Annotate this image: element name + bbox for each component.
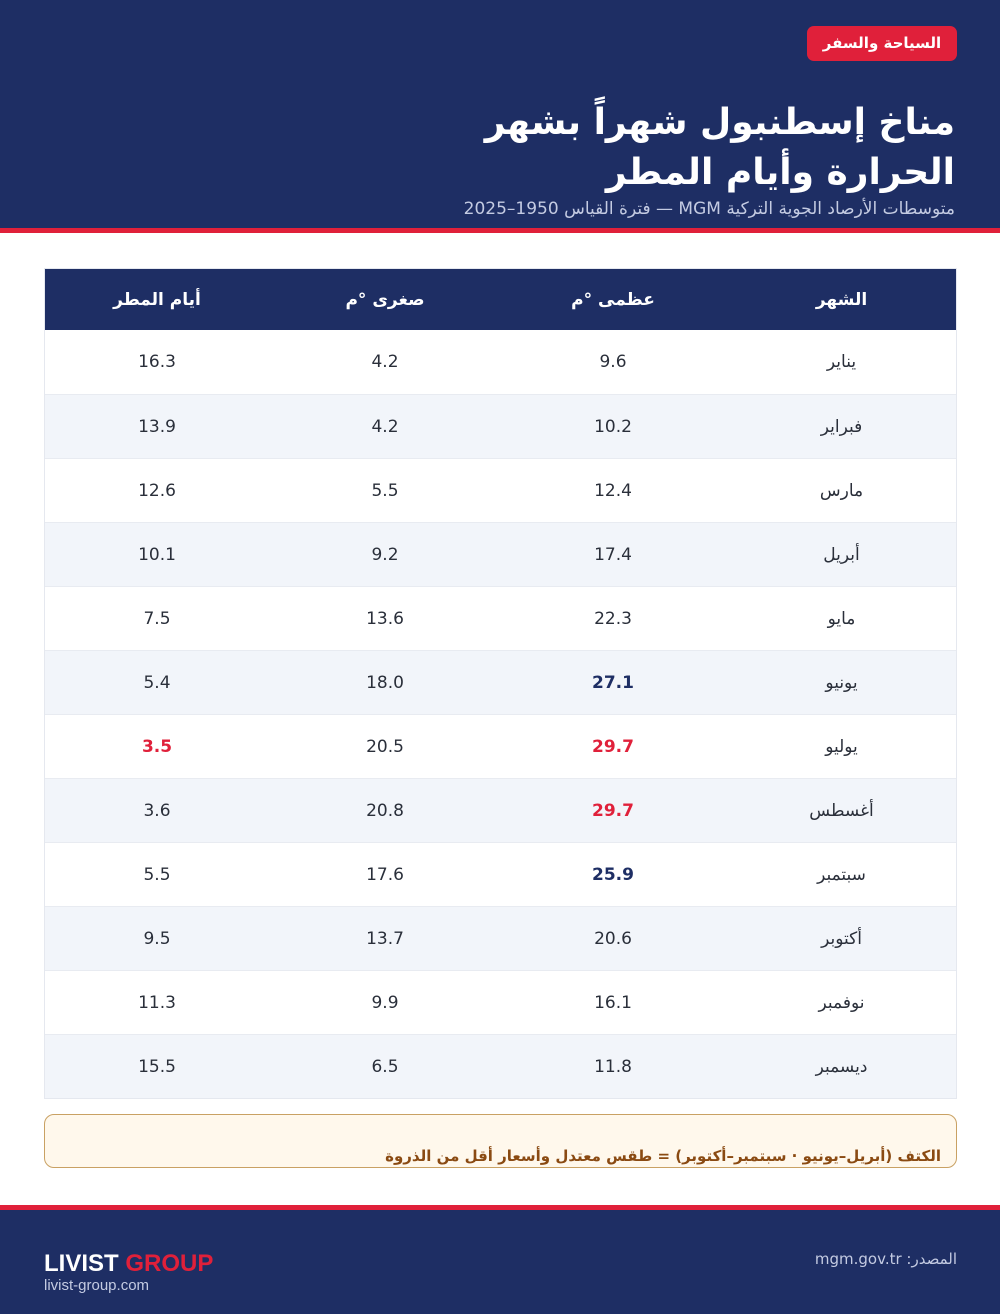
table-row (45, 330, 956, 394)
table-row (45, 778, 956, 842)
cell-min: 4.2 (371, 352, 399, 372)
cell-min: 20.5 (366, 736, 404, 757)
cell-rain: 9.5 (143, 928, 171, 949)
source-credit[interactable]: المصدر: mgm.gov.tr (814, 1250, 957, 1268)
table-row (45, 842, 956, 906)
cell-month: سبتمبر (817, 864, 866, 885)
cell-min: 13.6 (366, 608, 404, 629)
cell-min: 9.9 (371, 992, 399, 1013)
cell-month: مارس (819, 480, 864, 501)
cell-month: أكتوبر (821, 928, 862, 949)
brand-logo[interactable] (44, 1250, 213, 1278)
page-title (255, 98, 955, 198)
table-row (45, 1034, 956, 1098)
cell-min: 4.2 (371, 416, 399, 437)
table-row (45, 522, 956, 586)
cell-month: نوفمبر (818, 992, 865, 1013)
cell-min: 20.8 (366, 800, 404, 821)
website-link[interactable]: livist-group.com (44, 1277, 150, 1294)
cell-max: 10.2 (594, 416, 632, 437)
cell-rain: 15.5 (138, 1056, 176, 1077)
cell-max: 22.3 (594, 608, 632, 629)
brand-name-part1: LIVIST (44, 1250, 119, 1277)
title-line-1: مناخ إسطنبول شهراً بشهر (484, 102, 955, 143)
cell-max: 11.8 (594, 1056, 632, 1077)
header-max-temp: عظمى °م (571, 289, 655, 310)
brand-name-part2: GROUP (125, 1250, 214, 1277)
cell-max-highlight: 25.9 (592, 864, 634, 885)
cell-max: 17.4 (594, 544, 632, 565)
cell-rain: 10.1 (138, 544, 176, 565)
cell-month: فبراير (820, 416, 863, 437)
cell-month: يوليو (825, 736, 858, 757)
climate-table (44, 268, 957, 1099)
cell-rain: 3.6 (143, 800, 171, 821)
cell-max: 16.1 (594, 992, 632, 1013)
header-banner (0, 0, 1000, 228)
cell-rain: 12.6 (138, 480, 176, 501)
cell-min: 9.2 (371, 544, 399, 565)
cell-max: 9.6 (599, 352, 627, 372)
header-rain-days: أيام المطر (113, 289, 201, 310)
cell-month: أغسطس (809, 800, 874, 821)
cell-min: 13.7 (366, 928, 404, 949)
cell-rain: 7.5 (143, 608, 171, 629)
cell-max-highlight: 27.1 (592, 672, 634, 693)
cell-max-peak: 29.7 (592, 736, 634, 757)
cell-rain: 5.5 (143, 864, 171, 885)
cell-month: مايو (827, 608, 856, 629)
cell-rain-lowest: 3.5 (141, 736, 173, 757)
cell-min: 6.5 (371, 1056, 399, 1077)
cell-rain: 11.3 (138, 992, 176, 1013)
table-header (45, 269, 956, 330)
cell-min: 5.5 (371, 480, 399, 501)
cell-rain: 13.9 (138, 416, 176, 437)
category-badge[interactable]: السياحة والسفر (807, 26, 957, 61)
cell-max: 12.4 (594, 480, 632, 501)
header-month: الشهر (815, 289, 868, 310)
cell-max-peak: 29.7 (592, 800, 634, 821)
table-row (45, 714, 956, 778)
cell-max: 20.6 (594, 928, 632, 949)
table-row (45, 906, 956, 970)
table-row (45, 970, 956, 1034)
footer (0, 1210, 1000, 1314)
table-row (45, 650, 956, 714)
title-line-2: الحرارة وأيام المطر (605, 152, 955, 193)
shoulder-season-note (44, 1114, 957, 1168)
header-min-temp: صغرى °م (345, 289, 425, 310)
cell-rain: 5.4 (143, 672, 171, 693)
table-row (45, 394, 956, 458)
table-row (45, 586, 956, 650)
table-row (45, 458, 956, 522)
cell-min: 18.0 (366, 672, 404, 693)
page-subtitle: متوسطات الأرصاد الجوية التركية MGM — فترة القياس 1950–2025 (463, 199, 955, 219)
header-divider (0, 228, 1000, 233)
cell-min: 17.6 (366, 864, 404, 885)
cell-month: يونيو (825, 672, 858, 693)
note-text: الكتف (أبريل–يونيو · سبتمبر–أكتوبر) = طقس معتدل وأسعار أقل من الذروة (385, 1147, 941, 1165)
cell-month: يناير (826, 352, 857, 372)
cell-rain: 16.3 (138, 352, 176, 372)
cell-month: أبريل (823, 544, 860, 565)
cell-month: ديسمبر (815, 1056, 868, 1077)
